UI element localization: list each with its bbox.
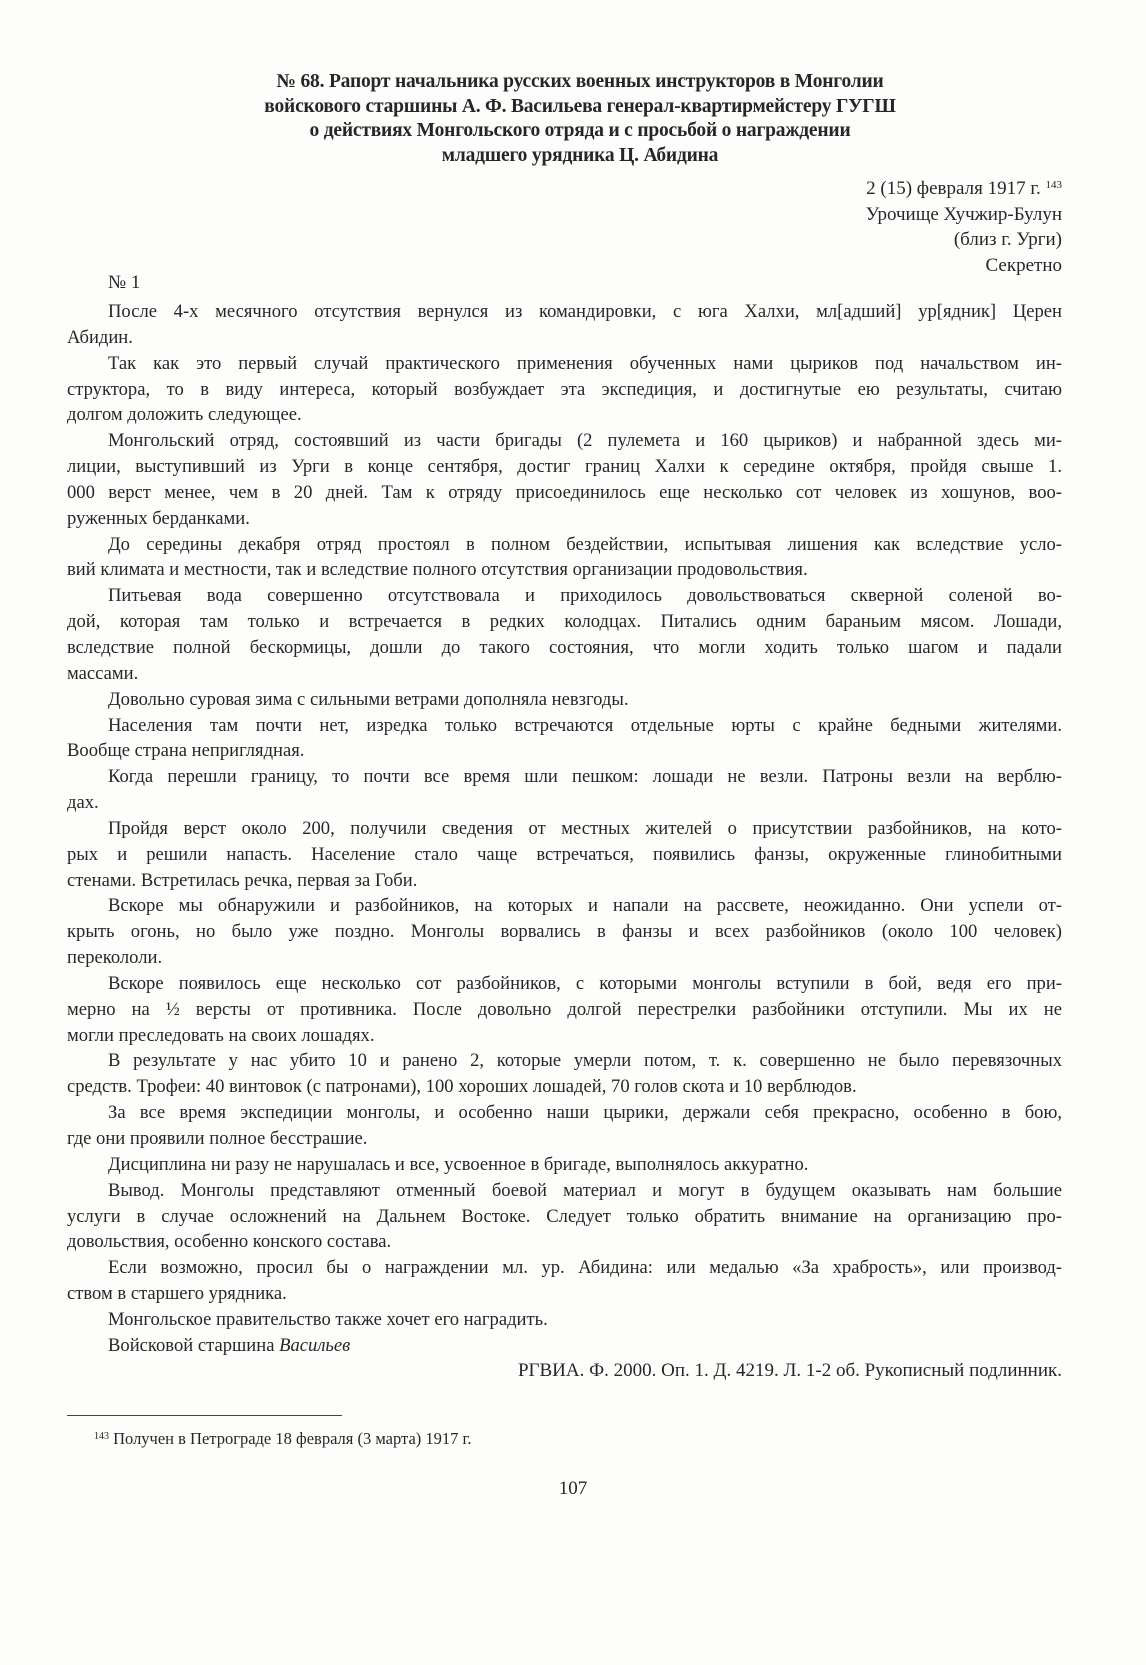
paragraph: [67, 1048, 1062, 1100]
paragraph: [67, 816, 1062, 894]
text-line: руженных берданками.: [67, 507, 250, 529]
text-line: структора, то в виду интереса, который возбуждает эта экспедиция, и достигнутые ею результаты, считаю: [67, 378, 1062, 400]
paragraph: [67, 1100, 1062, 1152]
paragraph: [67, 1307, 1062, 1333]
text-line: Так как это первый случай практического применения обученных нами цыриков под начальством ин-: [108, 352, 1062, 374]
text-line: мерно на ½ версты от противника. После довольно долгой перестрелки разбойники отступили. Мы их не: [67, 998, 1062, 1020]
text-line: Когда перешли границу, то почти все время шли пешком: лошади не везли. Патроны везли на верблю-: [108, 766, 1062, 788]
text-line: Абидин.: [67, 326, 133, 348]
document-meta: [866, 173, 1062, 278]
text-line: Если возможно, просил бы о награждении мл. ур. Абидина: или медалью «За храбрость», или производ-: [108, 1257, 1062, 1279]
document-date: [866, 173, 1062, 202]
text-line: После 4-х месячного отсутствия вернулся из командировки, с юга Халхи, мл[адший] ур[ядник] Церен: [108, 301, 1062, 322]
classification: Секретно: [985, 254, 1062, 276]
text-line: перекололи.: [67, 947, 163, 969]
date-text: 2 (15) февраля 1917 г.: [866, 178, 1041, 199]
text-line: Вывод. Монголы представляют отменный боевой материал и могут в будущем оказывать нам большие: [108, 1179, 1062, 1201]
text-line: Вскоре появилось еще несколько сот разбойников, с которыми монголы вступили в бой, ведя его при-: [108, 972, 1062, 994]
document-place-note: (близ г. Урги): [953, 229, 1062, 250]
text-line: вследствие полной бескормицы, дошли до такого состояния, что могли ходить только шагом и падали: [67, 636, 1062, 658]
paragraph: [67, 299, 1062, 351]
title-line: младшего урядника Ц. Абидина: [441, 145, 719, 167]
text-line: До середины декабря отряд простоял в полном бездействии, испытывая лишения как вследствие усло-: [108, 533, 1062, 555]
paragraph: [67, 893, 1062, 971]
text-line: дой, которая там только и встречается в редких колодцах. Питались одним бараньим мясом. Лошади,: [67, 611, 1062, 633]
document-place: Урочище Хучжир-Булун: [865, 203, 1062, 225]
paragraph: [67, 583, 1062, 686]
text-line: Питьевая вода совершенно отсутствовала и приходилось довольствоваться скверной соленой во-: [108, 585, 1062, 607]
text-line: В результате у нас убито 10 и ранено 2, которые умерли потом, т. к. совершенно не было перевязочных: [108, 1050, 1062, 1072]
title-line: № 68. Рапорт начальника русских военных инструкторов в Монголии: [276, 71, 884, 92]
text-line: лиции, выступивший из Урги в конце сентября, достиг границ Халхи к середине октября, пройдя свыше 1.: [67, 456, 1062, 478]
text-line: могли преследовать на своих лошадях.: [67, 1024, 375, 1046]
page-number: 107: [558, 1478, 588, 1499]
archive-source: РГВИА. Ф. 2000. Оп. 1. Д. 4219. Л. 1-2 об. Рукописный подлинник.: [517, 1360, 1062, 1381]
signature: [67, 1333, 1062, 1359]
text-line: крыть огонь, но было уже поздно. Монголы ворвались в фанзы и всех разбойников (около 100 человек): [67, 921, 1062, 943]
text-line: довольствия, особенно конского состава.: [67, 1231, 392, 1253]
document-body: [67, 299, 1062, 1359]
text-line: стенами. Встретилась речка, первая за Гоби.: [67, 869, 418, 891]
text-line: где они проявили полное бесстрашие.: [67, 1128, 368, 1149]
title-line: о действиях Монгольского отряда и с просьбой о награждении: [309, 120, 851, 142]
footnote-divider: [67, 1415, 342, 1416]
text-line: За все время экспедиции монголы, и особенно наши цырики, держали себя прекрасно, особенно в бою,: [108, 1102, 1062, 1124]
text-line: дах.: [67, 792, 99, 814]
text-line: средств. Трофеи: 40 винтовок (с патронами), 100 хороших лошадей, 70 голов скота и 10 верблюдов.: [67, 1076, 857, 1098]
signature-name: Васильев: [279, 1334, 351, 1356]
text-line: массами.: [67, 662, 139, 684]
paragraph: [67, 1178, 1062, 1256]
text-line: Довольно суровая зима с сильными ветрами дополняла невзгоды.: [108, 688, 629, 710]
text-line: Населения там почти нет, изредка только встречаются отдельные юрты с крайне бедными жителями.: [108, 714, 1062, 736]
paragraph: [67, 687, 1062, 713]
text-line: рых и решили напасть. Население стало чаще встречаться, появились фанзы, окруженные глинобитными: [67, 843, 1062, 865]
title-line: войскового старшины А. Ф. Васильева генерал-квартирмейстеру ГУГШ: [264, 95, 896, 117]
paragraph: [67, 351, 1062, 429]
text-line: Монгольский отряд, состоявший из части бригады (2 пулемета и 160 цыриков) и набранной здесь ми-: [108, 430, 1062, 452]
text-line: 000 верст менее, чем в 20 дней. Там к отряду присоединилось еще несколько сот человек из хошунов, воо-: [67, 481, 1062, 503]
text-line: вий климата и местности, так и вследствие полного отсутствия организации продовольствия.: [67, 559, 808, 581]
footnote-ref: 143: [1045, 179, 1062, 191]
paragraph: [67, 1152, 1062, 1178]
text-line: долгом доложить следующее.: [67, 404, 302, 426]
paragraph: [67, 713, 1062, 765]
text-line: Вскоре мы обнаружили и разбойников, на которых и напали на рассвете, неожиданно. Они успели от-: [108, 895, 1062, 917]
paragraph: [67, 532, 1062, 584]
text-line: ством в старшего урядника.: [67, 1283, 287, 1305]
text-line: Дисциплина ни разу не нарушалась и все, усвоенное в бригаде, выполнялось аккуратно.: [108, 1153, 809, 1175]
paragraph: [67, 1255, 1062, 1307]
text-line: услуги в случае осложнений на Дальнем Востоке. Следует только обратить внимание на организацию про-: [67, 1205, 1062, 1227]
document-title: [100, 70, 1060, 169]
paragraph: [67, 971, 1062, 1049]
paragraph: [67, 428, 1062, 531]
paragraph: [67, 764, 1062, 816]
signature-rank: Войсковой старшина: [108, 1334, 280, 1356]
footnote: [94, 1429, 472, 1449]
text-line: Монгольское правительство также хочет его наградить.: [108, 1308, 548, 1330]
text-line: Вообще страна неприглядная.: [67, 740, 305, 762]
text-line: Пройдя верст около 200, получили сведения от местных жителей о присутствии разбойников, на кото-: [108, 817, 1062, 839]
footnote-text: Получен в Петрограде 18 февраля (3 марта) 1917 г.: [109, 1429, 472, 1448]
doc-number: № 1: [108, 272, 141, 293]
footnote-number: 143: [94, 1431, 109, 1442]
